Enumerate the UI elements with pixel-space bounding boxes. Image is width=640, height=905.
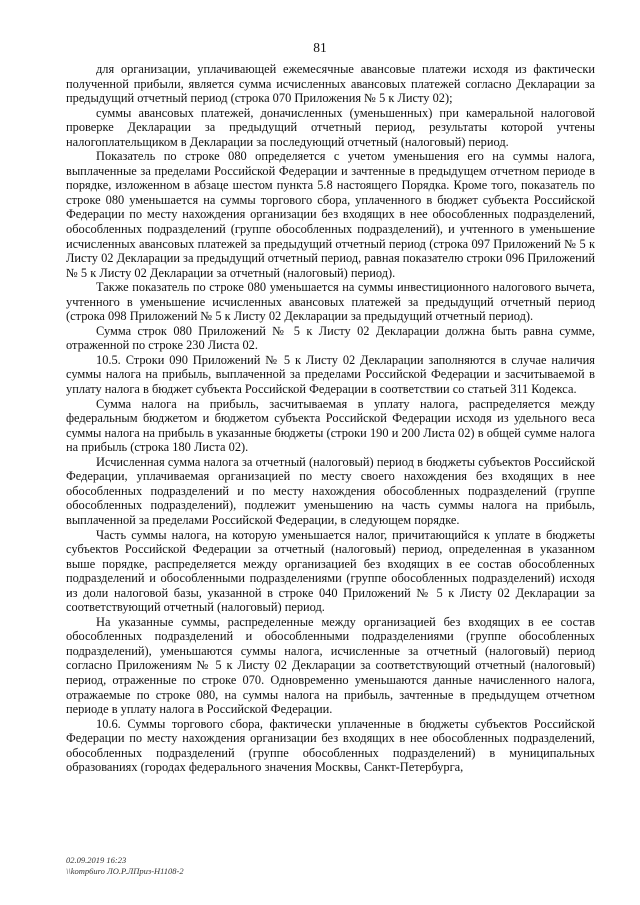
- paragraph: Часть суммы налога, на которую уменьшается налог, причитающийся к уплате в бюджеты субъектов Российской Федерации за отчетный (налоговый) период, определенная в указанном выше порядке, распределяется между организацией без входящих в ее состав обособленных подразделений и обособленными подразделениями (группе обособленных подразделений) исходя из доли налоговой базы, указанной в строке 040 Приложений № 5 к Листу 02 Декларации за соответствующий отчетный (налоговый) период.: [66, 527, 595, 615]
- paragraph: Также показатель по строке 080 уменьшается на суммы инвестиционного налогового вычета, учтенного в уменьшение исчисленных авансовых платежей за предыдущий отчетный период (строка 098 Приложений № 5 к Листу 02 Декларации за предыдущий отчетный период).: [66, 280, 595, 324]
- footer-file-path: \\komp6uro ЛО.Р.ЛПриз-Н1108-2: [66, 866, 184, 876]
- paragraph: Исчисленная сумма налога за отчетный (налоговый) период в бюджеты субъектов Российской Федерации, уплачиваемая организацией по месту своего нахождения без входящих в нее обособленных подразделений и по месту нахождения обособленных подразделений (группе обособленных подразделений), подлежит уменьшению на часть суммы налога на прибыль, выплаченной за пределами Российской Федерации, в следующем порядке.: [66, 454, 595, 527]
- paragraph: Показатель по строке 080 определяется с учетом уменьшения его на суммы налога, выплаченные за пределами Российской Федерации и зачтенные в предыдущем отчетном периоде в порядке, изложенном в абзаце шестом пункта 5.8 настоящего Порядка. Кроме того, показатель по строке 080 уменьшается на суммы торгового сбора, уплаченного в бюджет субъекта Российской Федерации по месту нахождения организации без входящих в нее обособленных подразделений, обособленных подразделений (группе обособленных подразделений), и учтенного в уменьшение исчисленных авансовых платежей за предыдущий отчетный период (строка 097 Приложений № 5 к Листу 02 Декларации за предыдущий отчетный период, равная показателю строки 096 Приложений № 5 к Листу 02 Декларации за отчетный (налоговый) период).: [66, 149, 595, 280]
- paragraph: суммы авансовых платежей, доначисленных (уменьшенных) при камеральной налоговой проверке Декларации за предыдущий отчетный период, результаты которой учтены налогоплательщиком в Декларации за последующий отчетный (налоговый) период.: [66, 105, 595, 149]
- paragraph: 10.5. Строки 090 Приложений № 5 к Листу 02 Декларации заполняются в случае наличия суммы налога на прибыль, выплаченной за пределами Российской Федерации и засчитываемой в уплату налога в бюджет субъекта Российской Федерации в соответствии со статьей 311 Кодекса.: [66, 352, 595, 397]
- paragraph: Сумма строк 080 Приложений № 5 к Листу 02 Декларации должна быть равна сумме, отраженной по строке 230 Листа 02.: [66, 323, 595, 353]
- document-footer: [66, 855, 184, 877]
- body-text: [66, 62, 595, 775]
- footer-timestamp: 02.09.2019 16:23: [66, 855, 127, 865]
- paragraph: На указанные суммы, распределенные между организацией без входящих в ее состав обособленных подразделений и обособленными подразделениями (группе обособленных подразделений), уменьшаются суммы налога, исчисленные за отчетный (налоговый) период согласно Приложениям № 5 к Листу 02 Декларации за соответствующий отчетный (налоговый) период, отраженные по строке 070. Одновременно уменьшаются данные начисленного налога, отражаемые по строке 080, на суммы налога на прибыль, зачтенные в предыдущем отчетном периоде в уплату налога в Российской Федерации.: [66, 614, 595, 717]
- page-number: 81: [313, 40, 327, 55]
- paragraph: для организации, уплачивающей ежемесячные авансовые платежи исходя из фактически полученной прибыли, является сумма исчисленных авансовых платежей согласно Декларации за предыдущий отчетный период (строка 070 Приложения № 5 к Листу 02);: [66, 62, 595, 106]
- paragraph: Сумма налога на прибыль, засчитываемая в уплату налога, распределяется между федеральным бюджетом и бюджетом субъекта Российской Федерации исходя из удельного веса суммы налога на прибыль в указанные бюджеты (строки 190 и 200 Листа 02) в общей сумме налога на прибыль (строка 180 Листа 02).: [66, 396, 595, 455]
- paragraph: 10.6. Суммы торгового сбора, фактически уплаченные в бюджеты субъектов Российской Федерации по месту нахождения организации без входящих в нее обособленных подразделений, обособленных подразделений (группе обособленных подразделений) в муниципальных образованиях (городах федерального значения Москвы, Санкт-Петербурга,: [66, 716, 595, 775]
